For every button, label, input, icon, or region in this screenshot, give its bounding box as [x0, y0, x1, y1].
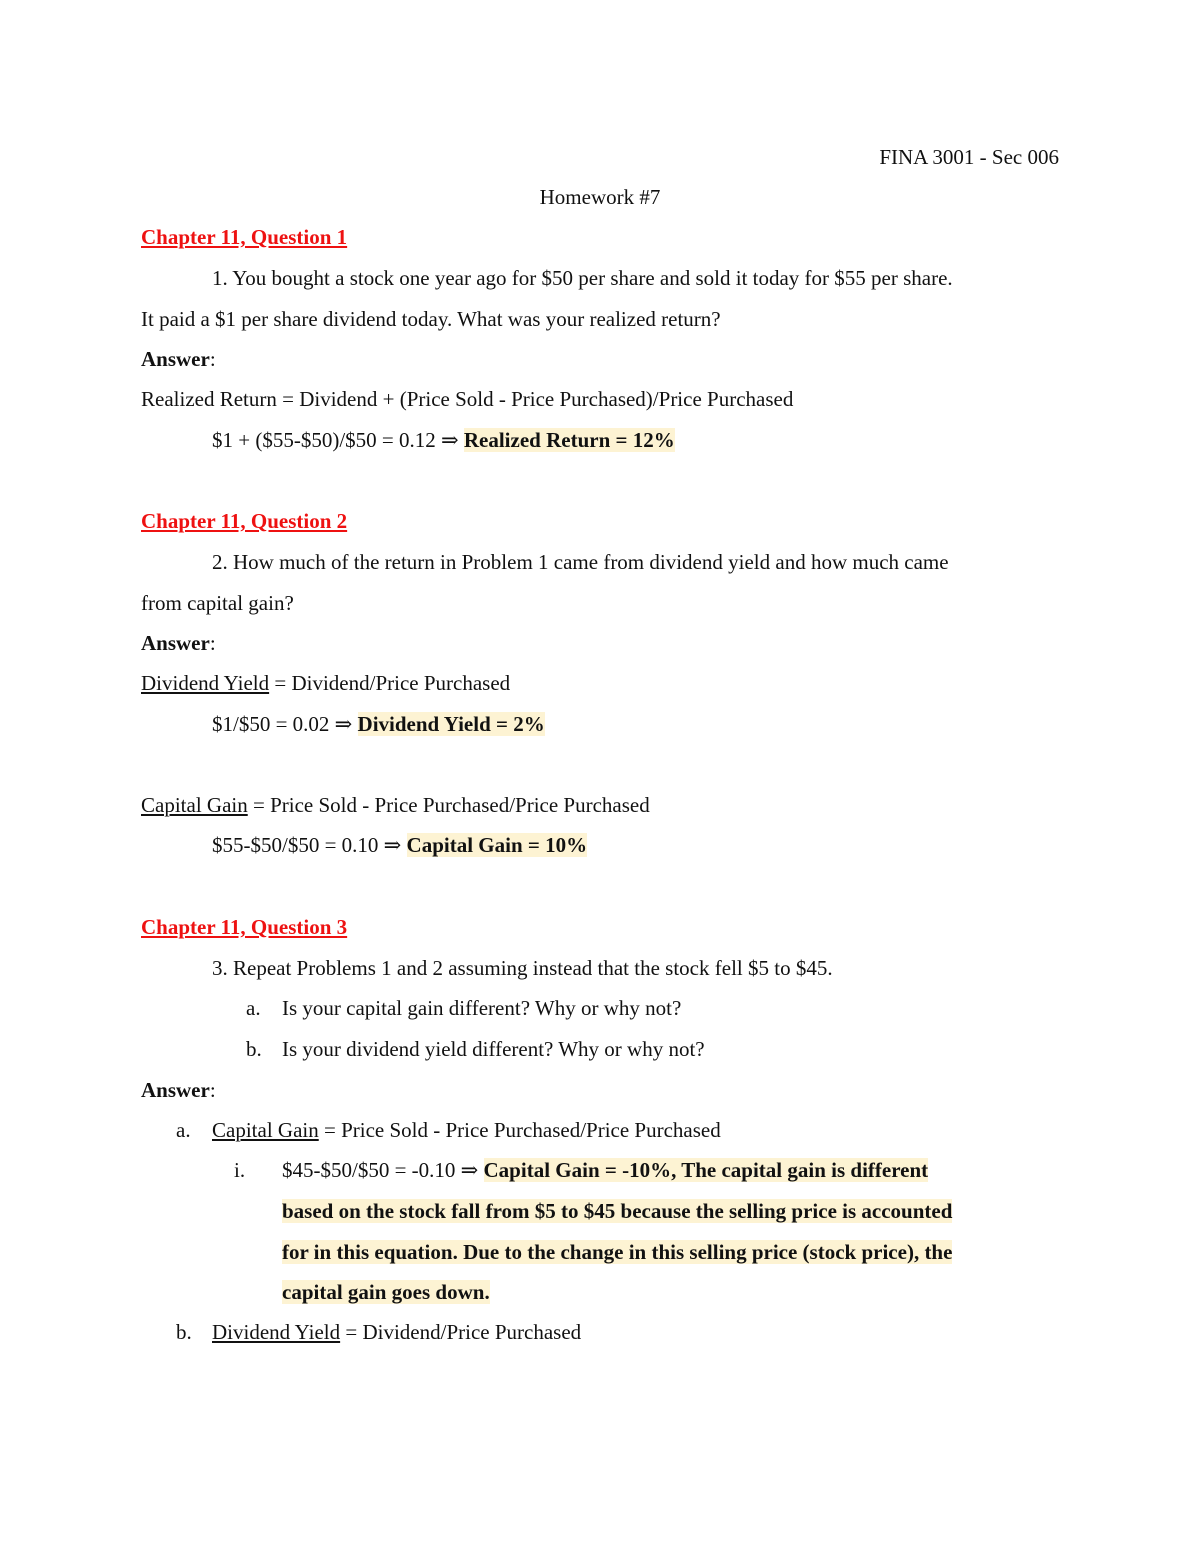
q2-dy-calc-line	[212, 710, 545, 738]
ans-a-formula: = Price Sold - Price Purchased/Price Purchased	[318, 1118, 721, 1142]
q3-answer-label	[141, 1076, 216, 1104]
answer-colon: :	[209, 347, 216, 371]
cg-label: Capital Gain	[141, 793, 248, 817]
page-title: Homework #7	[539, 185, 661, 209]
q3-ans-a-i-line2	[282, 1197, 952, 1225]
q3-sub-b: Is your dividend yield different? Why or why not?	[282, 1037, 705, 1061]
q1-prompt-line1: 1. You bought a stock one year ago for $50 per share and sold it today for $55 per share.	[212, 266, 953, 290]
q3-ans-a-line	[212, 1116, 721, 1144]
q1-calc-line	[212, 426, 675, 454]
answer-label-text: Answer	[141, 347, 210, 371]
q3-ans-a-i-line3	[282, 1238, 952, 1266]
answer-colon: :	[209, 631, 216, 655]
q3-ans-b-line	[212, 1318, 581, 1346]
q2-dy-formula-line	[141, 669, 510, 697]
q1-result-highlight: Realized Return = 12%	[463, 428, 675, 452]
q3-ans-a-i-line4	[282, 1278, 490, 1306]
q2-prompt-line1: 2. How much of the return in Problem 1 came from dividend yield and how much came	[212, 550, 949, 574]
q1-answer-label	[141, 345, 216, 373]
ans-a-i-highlight-4: capital gain goes down.	[282, 1280, 490, 1304]
q3-sub-a: Is your capital gain different? Why or why not?	[282, 996, 682, 1020]
q3-ans-a-i-marker: i.	[234, 1158, 246, 1182]
q3-ans-a-i-line1	[282, 1156, 928, 1184]
ans-a-i-highlight-3: for in this equation. Due to the change in this selling price (stock price), the	[282, 1240, 953, 1264]
q3-ans-a-marker: a.	[176, 1118, 191, 1142]
answer-colon: :	[209, 1078, 216, 1102]
ans-b-formula: = Dividend/Price Purchased	[340, 1320, 582, 1344]
q2-heading: Chapter 11, Question 2	[141, 509, 348, 533]
q3-prompt: 3. Repeat Problems 1 and 2 assuming instead that the stock fell $5 to $45.	[212, 956, 833, 980]
cg-formula: = Price Sold - Price Purchased/Price Purchased	[247, 793, 650, 817]
cg-result-highlight: Capital Gain = 10%	[406, 833, 588, 857]
q2-prompt-line2: from capital gain?	[141, 591, 294, 615]
q3-ans-b-marker: b.	[176, 1320, 192, 1344]
answer-label-text: Answer	[141, 1078, 210, 1102]
answer-label-text: Answer	[141, 631, 210, 655]
ans-b-label: Dividend Yield	[212, 1320, 341, 1344]
q1-prompt-line2: It paid a $1 per share dividend today. What was your realized return?	[141, 307, 721, 331]
dy-formula: = Dividend/Price Purchased	[269, 671, 511, 695]
dy-label: Dividend Yield	[141, 671, 270, 695]
q2-cg-formula-line	[141, 791, 650, 819]
ans-a-i-calc: $45-$50/$50 = -0.10 ⇒	[282, 1158, 484, 1182]
q2-cg-calc-line	[212, 831, 587, 859]
q3-heading: Chapter 11, Question 3	[141, 915, 348, 939]
q3-sub-b-marker: b.	[246, 1037, 262, 1061]
ans-a-i-highlight-2: based on the stock fall from $5 to $45 because the selling price is accounted	[282, 1199, 953, 1223]
ans-a-i-highlight-1: Capital Gain = -10%, The capital gain is different	[483, 1158, 929, 1182]
dy-calc: $1/$50 = 0.02 ⇒	[212, 712, 358, 736]
dy-result-highlight: Dividend Yield = 2%	[357, 712, 545, 736]
q1-heading: Chapter 11, Question 1	[141, 225, 348, 249]
ans-a-label: Capital Gain	[212, 1118, 319, 1142]
cg-calc: $55-$50/$50 = 0.10 ⇒	[212, 833, 407, 857]
q2-answer-label	[141, 629, 216, 657]
q1-calc: $1 + ($55-$50)/$50 = 0.12 ⇒	[212, 428, 464, 452]
q3-sub-a-marker: a.	[246, 996, 261, 1020]
q1-formula: Realized Return = Dividend + (Price Sold - Price Purchased)/Price Purchased	[141, 387, 794, 411]
course-header: FINA 3001 - Sec 006	[879, 145, 1059, 169]
